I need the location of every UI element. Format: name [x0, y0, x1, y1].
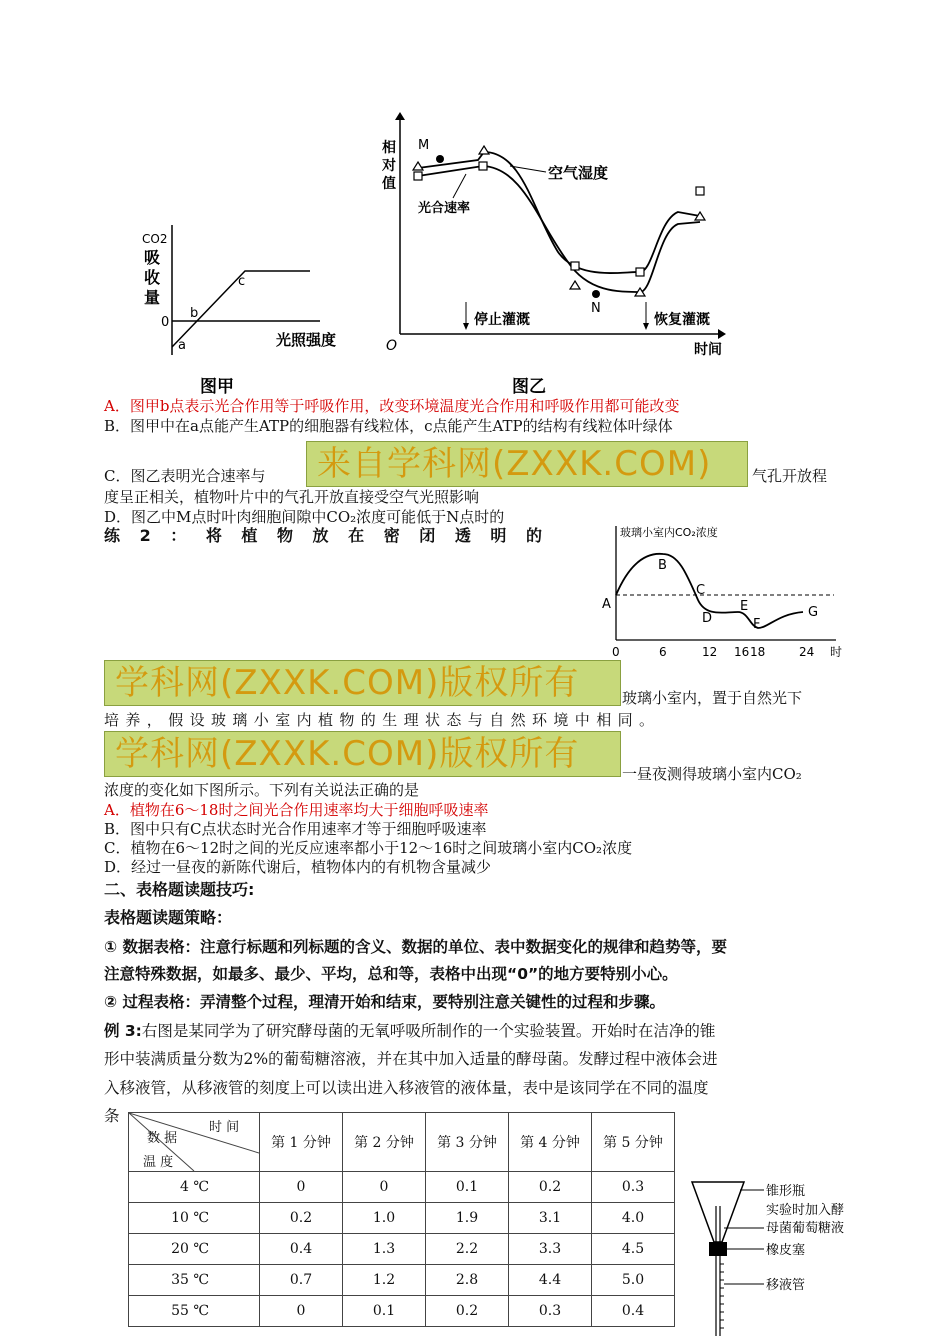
- jia-xlabel: 光照强度: [276, 331, 337, 349]
- jia-zero: 0: [161, 315, 170, 330]
- yi-ylabel-1: 相: [382, 140, 396, 156]
- yi-ylabel-3: 值: [382, 176, 396, 192]
- apparatus-label-pipette: 移液管: [766, 1278, 806, 1293]
- ex2-line-3: 培养，假设玻璃小室内植物的生理状态与自然环境中相同。: [104, 711, 661, 729]
- table-cell: 0.4: [592, 1296, 675, 1327]
- table-corner-temp: 温 度: [143, 1155, 174, 1170]
- section2-p2: ② 过程表格：弄清整个过程，理清开始和结束，要特别注意关键性的过程和步骤。: [104, 993, 666, 1011]
- table-temp-cell: 55 ℃: [129, 1296, 260, 1327]
- table-cell: 2.8: [426, 1265, 509, 1296]
- figure-co2: [598, 522, 853, 662]
- table-corner-cell: [129, 1113, 260, 1172]
- section2-p1b: 注意特殊数据，如最多、最少、平均，总和等，表格中出现“0”的地方要特别小心。: [104, 965, 678, 983]
- apparatus-label-flask: 锥形瓶: [766, 1184, 806, 1199]
- ex3-line-1: [104, 1021, 715, 1041]
- ex3-label: 例 3:: [104, 1022, 142, 1040]
- jia-ylabel-3: 量: [144, 288, 161, 307]
- apparatus-label-stopper: 橡皮塞: [766, 1243, 806, 1258]
- table-cell: 1.2: [343, 1265, 426, 1296]
- table-cell: 3.1: [509, 1203, 592, 1234]
- table-cell: 0.2: [509, 1172, 592, 1203]
- section2-strategy: 表格题读题策略：: [104, 908, 233, 927]
- table-cell: 0.2: [426, 1296, 509, 1327]
- co2-point-a: A: [602, 597, 611, 612]
- yi-point-m-dot: [436, 155, 444, 163]
- table-corner-time: 时 间: [209, 1120, 240, 1135]
- ex2-option-b: B．图中只有C点状态时光合作用速率才等于细胞呼吸速率: [104, 820, 487, 838]
- jia-ylabel-2: 收: [144, 268, 161, 287]
- yi-point-n-dot: [592, 290, 600, 298]
- ex2-option-d: D．经过一昼夜的新陈代谢后，植物体内的有机物含量减少: [104, 858, 492, 876]
- q1-option-a: A．图甲b点表示光合作用等于呼吸作用，改变环境温度光合作用和呼吸作用都可能改变: [104, 397, 680, 415]
- rubber-stopper: [709, 1242, 727, 1256]
- co2-tick-0: 0: [612, 645, 620, 659]
- table-cell: 5.0: [592, 1265, 675, 1296]
- table-cell: 0.1: [426, 1172, 509, 1203]
- section2-heading: 二、表格题读题技巧:: [104, 880, 255, 899]
- co2-tick-6: 6: [659, 645, 667, 659]
- co2-point-g: G: [808, 605, 819, 620]
- table-header: 第 5 分钟: [592, 1113, 675, 1172]
- section2-p1a: ① 数据表格：注意行标题和列标题的含义、数据的单位、表中数据变化的规律和趋势等，要: [104, 938, 728, 956]
- ex2-option-a: A．植物在6～18时之间光合作用速率均大于细胞呼吸速率: [104, 801, 489, 819]
- table-header-row: [129, 1113, 675, 1172]
- yi-point-m: M: [418, 138, 430, 153]
- apparatus-label-liquid-2: 母菌葡萄糖液: [766, 1221, 845, 1236]
- yi-stop-irrigation: 停止灌溉: [474, 312, 530, 328]
- table-cell: 0.1: [343, 1296, 426, 1327]
- table-temp-cell: 20 ℃: [129, 1234, 260, 1265]
- table-cell: 1.0: [343, 1203, 426, 1234]
- table-temp-cell: 4 ℃: [129, 1172, 260, 1203]
- table-cell: 0.4: [260, 1234, 343, 1265]
- q1-option-c-right: 气孔开放程: [752, 467, 828, 485]
- ex3-line-4: 条: [104, 1107, 120, 1125]
- table-corner-data: 数 据: [147, 1131, 178, 1146]
- table-cell: 1.9: [426, 1203, 509, 1234]
- co2-point-d: D: [702, 611, 713, 626]
- jia-ylabel-1: 吸: [144, 248, 161, 267]
- watermark-1: 来自学科网(ZXXK.COM): [306, 441, 748, 487]
- table-cell: 2.2: [426, 1234, 509, 1265]
- yi-ylabel-2: 对: [382, 158, 396, 174]
- ex3-line-3: 入移液管，从移液管的刻度上可以读出进入移液管的液体量，表中是该同学在不同的温度: [104, 1079, 709, 1097]
- yi-resume-irrigation: 恢复灌溉: [654, 312, 710, 328]
- yi-label-photosynthesis: 光合速率: [418, 201, 471, 216]
- watermark-3: 学科网(ZXXK.COM)版权所有: [104, 731, 621, 777]
- co2-tick-24: 24: [799, 645, 815, 659]
- q1-option-d: D．图乙中M点时叶肉细胞间隙中CO₂浓度可能低于N点时的: [104, 508, 505, 526]
- co2-point-b: B: [658, 558, 667, 573]
- table-cell: 0.2: [260, 1203, 343, 1234]
- table-row: [129, 1172, 675, 1203]
- table-cell: 1.3: [343, 1234, 426, 1265]
- figure-jia: [130, 225, 360, 400]
- table-header: 第 4 分钟: [509, 1113, 592, 1172]
- yi-caption: 图乙: [512, 377, 546, 397]
- jia-caption: 图甲: [200, 377, 234, 397]
- co2-tick-16: 16: [734, 645, 750, 659]
- yi-origin: O: [386, 338, 398, 354]
- flask-shape: [692, 1182, 744, 1242]
- co2-xunit: 时: [830, 645, 843, 659]
- table-cell: 0.3: [509, 1296, 592, 1327]
- yi-label-humidity: 空气湿度: [548, 164, 609, 182]
- jia-point-c: c: [238, 274, 246, 289]
- co2-tick-18: 18: [750, 645, 766, 659]
- yi-xlabel: 时间: [694, 342, 722, 358]
- co2-point-c: C: [696, 583, 706, 598]
- figure-yi: [378, 112, 738, 402]
- table-cell: 0: [343, 1172, 426, 1203]
- ex2-line-1: 练 2 ： 将 植 物 放 在 密 闭 透 明 的: [104, 526, 549, 545]
- table-row: [129, 1234, 675, 1265]
- table-cell: 4.4: [509, 1265, 592, 1296]
- data-table: [128, 1112, 675, 1327]
- table-row: [129, 1203, 675, 1234]
- ex2-line-5: 浓度的变化如下图所示。下列有关说法正确的是: [104, 781, 420, 799]
- watermark-2: 学科网(ZXXK.COM)版权所有: [104, 660, 621, 706]
- co2-tick-12: 12: [702, 645, 718, 659]
- jia-point-a: a: [178, 338, 186, 353]
- table-temp-cell: 35 ℃: [129, 1265, 260, 1296]
- ex2-line-4: 一昼夜测得玻璃小室内CO₂: [622, 765, 802, 783]
- table-header: 第 2 分钟: [343, 1113, 426, 1172]
- table-cell: 0.3: [592, 1172, 675, 1203]
- q1-option-b: B．图甲中在a点能产生ATP的细胞器有线粒体，c点能产生ATP的结构有线粒体叶绿体: [104, 417, 673, 435]
- yi-point-n: N: [591, 301, 601, 316]
- table-header: 第 3 分钟: [426, 1113, 509, 1172]
- table-cell: 0: [260, 1296, 343, 1327]
- ex3-text-1: 右图是某同学为了研究酵母菌的无氧呼吸所制作的一个实验装置。开始时在洁净的锥: [141, 1022, 716, 1040]
- co2-point-f: F: [753, 617, 761, 632]
- co2-point-e: E: [740, 599, 749, 614]
- table-header: 第 1 分钟: [260, 1113, 343, 1172]
- apparatus-label-liquid-1: 实验时加入酵: [766, 1203, 845, 1218]
- q1-option-c-left: C．图乙表明光合速率与: [104, 467, 266, 485]
- table-row: [129, 1265, 675, 1296]
- ex3-line-2: 形中装满质量分数为2%的葡萄糖溶液，并在其中加入适量的酵母菌。发酵过程中液体会进: [104, 1050, 718, 1068]
- table-temp-cell: 10 ℃: [129, 1203, 260, 1234]
- table-row: [129, 1296, 675, 1327]
- table-cell: 0: [260, 1172, 343, 1203]
- table-cell: 0.7: [260, 1265, 343, 1296]
- table-cell: 4.5: [592, 1234, 675, 1265]
- ex2-option-c: C．植物在6～12时之间的光反应速率都小于12～16时之间玻璃小室内CO₂浓度: [104, 839, 633, 857]
- table-cell: 3.3: [509, 1234, 592, 1265]
- apparatus-diagram: [688, 1176, 878, 1338]
- co2-title: 玻璃小室内CO₂浓度: [620, 526, 718, 539]
- table-cell: 4.0: [592, 1203, 675, 1234]
- jia-point-b: b: [190, 306, 199, 321]
- ex2-line-2: 玻璃小室内，置于自然光下: [622, 689, 803, 707]
- jia-ylabel-co2: CO2: [142, 232, 168, 246]
- q1-option-c-cont: 度呈正相关，植物叶片中的气孔开放直接受空气光照影响: [104, 488, 480, 506]
